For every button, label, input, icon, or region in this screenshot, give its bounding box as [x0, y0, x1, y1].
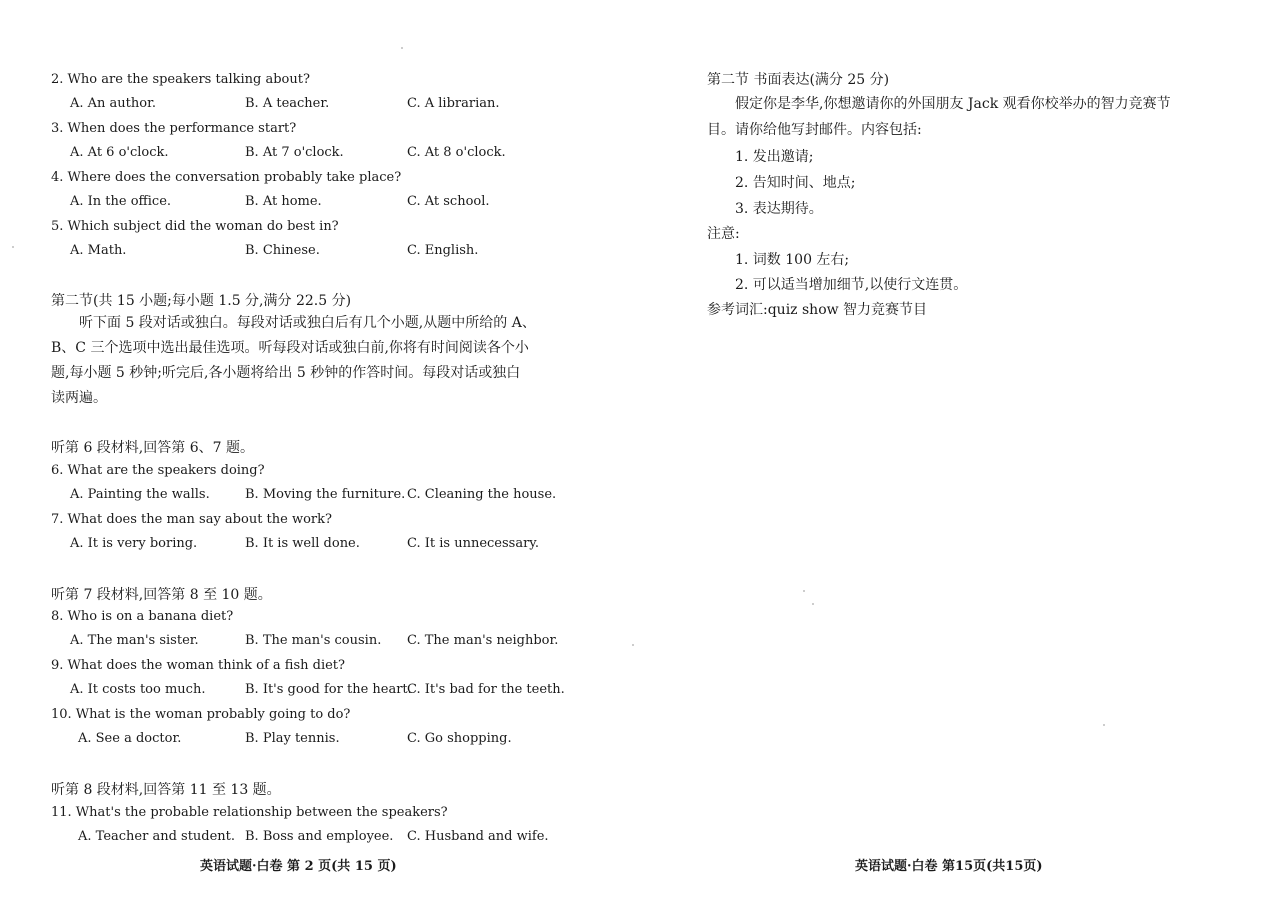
option-b: B. A teacher. — [245, 96, 330, 111]
reference-vocabulary: 参考词汇:quiz show 智力竞赛节目 — [707, 302, 928, 318]
option-b: B. It's good for the heart. — [245, 682, 412, 697]
option-a: A. See a doctor. — [78, 731, 182, 746]
option-b: B. At 7 o'clock. — [245, 145, 344, 160]
note-1: 1. 词数 100 左右; — [735, 252, 850, 268]
group-8-heading: 听第 8 段材料,回答第 11 至 13 题。 — [51, 782, 281, 798]
option-a: A. Teacher and student. — [78, 829, 236, 844]
question-7: 7. What does the man say about the work? — [51, 512, 332, 527]
option-b: B. At home. — [245, 194, 322, 209]
prompt-line: 目。请你给他写封邮件。内容包括: — [707, 122, 922, 138]
content-item-3: 3. 表达期待。 — [735, 201, 823, 217]
option-c: C. At 8 o'clock. — [407, 145, 506, 160]
section-2-instructions — [51, 311, 561, 411]
option-a: A. Math. — [70, 243, 127, 258]
option-c: C. A librarian. — [407, 96, 500, 111]
option-c: C. It is unnecessary. — [407, 536, 540, 551]
option-a: A. The man's sister. — [70, 633, 199, 648]
instruction-line: 题,每小题 5 秒钟;听完后,各小题将给出 5 秒钟的作答时间。每段对话或独白 — [51, 365, 521, 381]
option-c: C. English. — [407, 243, 479, 258]
option-a: A. Painting the walls. — [70, 487, 210, 502]
question-8: 8. Who is on a banana diet? — [51, 609, 234, 624]
option-b: B. Boss and employee. — [245, 829, 394, 844]
instruction-line: B、C 三个选项中选出最佳选项。听每段对话或独白前,你将有时间阅读各个小 — [51, 340, 529, 356]
left-page — [0, 0, 640, 909]
option-a: A. It costs too much. — [70, 682, 206, 697]
right-page-footer: 英语试题·白卷 第15页(共15页) — [855, 859, 1043, 874]
note-2: 2. 可以适当增加细节,以使行文连贯。 — [735, 277, 968, 293]
right-page — [643, 0, 1286, 909]
writing-prompt — [707, 91, 1227, 143]
scan-speck — [803, 590, 805, 592]
group-7-heading: 听第 7 段材料,回答第 8 至 10 题。 — [51, 587, 272, 603]
option-c: C. Husband and wife. — [407, 829, 549, 844]
scan-speck — [1103, 724, 1105, 726]
scan-speck — [401, 47, 403, 49]
content-item-2: 2. 告知时间、地点; — [735, 175, 856, 191]
option-b: B. Play tennis. — [245, 731, 340, 746]
question-5: 5. Which subject did the woman do best in? — [51, 219, 339, 234]
option-c: C. Go shopping. — [407, 731, 512, 746]
option-a: A. An author. — [70, 96, 157, 111]
option-c: C. Cleaning the house. — [407, 487, 557, 502]
option-a: A. It is very boring. — [70, 536, 198, 551]
question-11: 11. What's the probable relationship between the speakers? — [51, 805, 448, 820]
option-c: C. At school. — [407, 194, 490, 209]
scan-speck — [12, 246, 14, 248]
content-item-1: 1. 发出邀请; — [735, 149, 814, 165]
question-2: 2. Who are the speakers talking about? — [51, 72, 310, 87]
option-a: A. In the office. — [70, 194, 172, 209]
left-page-footer: 英语试题·白卷 第 2 页(共 15 页) — [200, 859, 397, 874]
option-b: B. Moving the furniture. — [245, 487, 406, 502]
question-3: 3. When does the performance start? — [51, 121, 297, 136]
section-2-heading: 第二节(共 15 小题;每小题 1.5 分,满分 22.5 分) — [51, 293, 352, 309]
scan-speck — [812, 603, 814, 605]
option-c: C. The man's neighbor. — [407, 633, 559, 648]
question-10: 10. What is the woman probably going to do? — [51, 707, 351, 722]
option-b: B. It is well done. — [245, 536, 360, 551]
group-6-heading: 听第 6 段材料,回答第 6、7 题。 — [51, 440, 254, 456]
option-b: B. The man's cousin. — [245, 633, 382, 648]
option-a: A. At 6 o'clock. — [70, 145, 169, 160]
question-4: 4. Where does the conversation probably take place? — [51, 170, 402, 185]
question-9: 9. What does the woman think of a fish diet? — [51, 658, 345, 673]
question-6: 6. What are the speakers doing? — [51, 463, 265, 478]
prompt-line: 假定你是李华,你想邀请你的外国朋友 Jack 观看你校举办的智力竞赛节 — [735, 96, 1171, 112]
option-c: C. It's bad for the teeth. — [407, 682, 565, 697]
instruction-line: 听下面 5 段对话或独白。每段对话或独白后有几个小题,从题中所给的 A、 — [79, 315, 536, 331]
scan-speck — [632, 644, 634, 646]
writing-section-title: 第二节 书面表达(满分 25 分) — [707, 72, 890, 88]
notes-label: 注意: — [707, 226, 740, 242]
instruction-line: 读两遍。 — [51, 390, 107, 406]
option-b: B. Chinese. — [245, 243, 320, 258]
